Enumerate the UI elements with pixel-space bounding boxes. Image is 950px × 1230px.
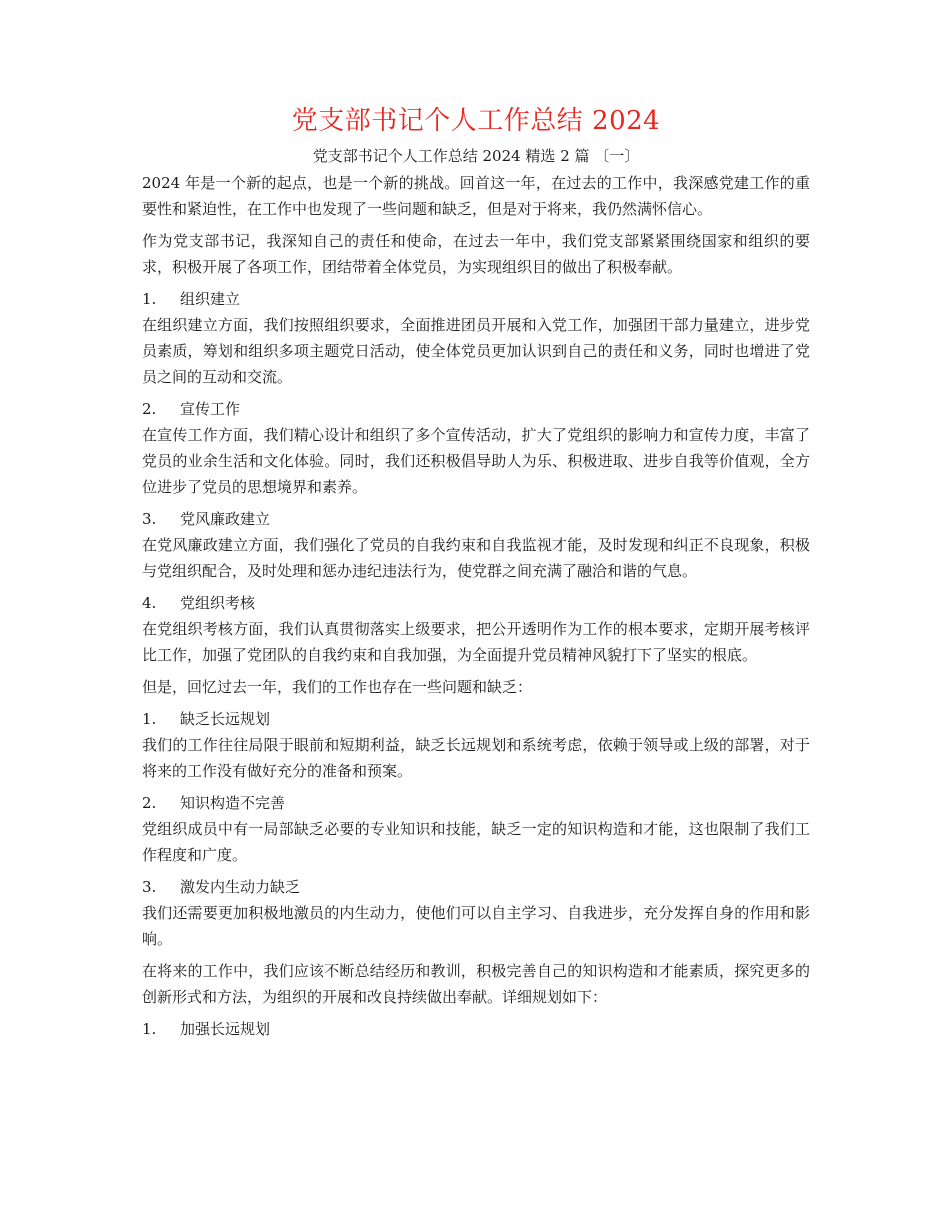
paragraph: 我们的工作往往局限于眼前和短期利益，缺乏长远规划和系统考虑，依赖于领导或上级的部署，对于将来的工作没有做好充分的准备和预案。 (142, 736, 810, 780)
paragraph: 在组织建立方面，我们按照组织要求，全面推进团员开展和入党工作，加强团干部力量建立，进步党员素质，筹划和组织多项主题党日活动，使全体党员更加认识到自己的责任和义务，同时也增进了党员之间的互动和交流。 (142, 316, 810, 386)
section-number: 1. (142, 1020, 157, 1038)
section-heading-text: 组织建立 (180, 290, 241, 308)
section-number: 4. (142, 594, 157, 612)
paragraph: 我们还需要更加积极地激员的内生动力，使他们可以自主学习、自我进步，充分发挥自身的作用和影响。 (142, 904, 810, 948)
section-heading-text: 宣传工作 (180, 400, 241, 418)
section-heading (142, 286, 810, 312)
document-page (142, 100, 810, 1042)
section-heading (142, 706, 810, 732)
section-number: 2. (142, 400, 157, 418)
section-heading-text: 知识构造不完善 (180, 794, 286, 812)
section-heading-text: 加强长远规划 (180, 1020, 271, 1038)
paragraph: 作为党支部书记，我深知自己的责任和使命，在过去一年中，我们党支部紧紧围绕国家和组织的要求，积极开展了各项工作，团结带着全体党员，为实现组织目的做出了积极奉献。 (142, 232, 810, 276)
paragraph: 但是，回忆过去一年，我们的工作也存在一些问题和缺乏： (142, 678, 533, 696)
paragraph: 在党组织考核方面，我们认真贯彻落实上级要求，把公开透明作为工作的根本要求，定期开展考核评比工作，加强了党团队的自我约束和自我加强，为全面提升党员精神风貌打下了坚实的根底。 (142, 620, 810, 664)
section-heading-text: 党组织考核 (180, 594, 256, 612)
section-number: 3. (142, 878, 157, 896)
paragraph: 2024 年是一个新的起点，也是一个新的挑战。回首这一年，在过去的工作中，我深感党建工作的重要性和紧迫性，在工作中也发现了一些问题和缺乏，但是对于将来，我仍然满怀信心。 (142, 174, 810, 218)
section-heading (142, 396, 810, 422)
section-heading-text: 缺乏长远规划 (180, 710, 271, 728)
section-number: 2. (142, 794, 157, 812)
section-number: 1. (142, 710, 157, 728)
section-heading (142, 506, 810, 532)
section-heading (142, 874, 810, 900)
section-heading-text: 激发内生动力缺乏 (180, 878, 301, 896)
document-body (142, 170, 810, 1042)
section-heading (142, 590, 810, 616)
paragraph: 在宣传工作方面，我们精心设计和组织了多个宣传活动，扩大了党组织的影响力和宣传力度，丰富了党员的业余生活和文化体验。同时，我们还积极倡导助人为乐、积极进取、进步自我等价值观，全方位进步了党员的思想境界和素养。 (142, 426, 810, 496)
section-heading (142, 790, 810, 816)
paragraph: 在党风廉政建立方面，我们强化了党员的自我约束和自我监视才能，及时发现和纠正不良现象，积极与党组织配合，及时处理和惩办违纪违法行为，使党群之间充满了融洽和谐的气息。 (142, 536, 810, 580)
document-title: 党支部书记个人工作总结 2024 (291, 106, 661, 136)
section-number: 3. (142, 510, 157, 528)
document-subtitle: 党支部书记个人工作总结 2024 精选 2 篇 〔一〕 (312, 147, 640, 165)
section-heading (142, 1016, 810, 1042)
section-heading-text: 党风廉政建立 (180, 510, 271, 528)
section-number: 1. (142, 290, 157, 308)
paragraph: 党组织成员中有一局部缺乏必要的专业知识和技能，缺乏一定的知识构造和才能，这也限制了我们工作程度和广度。 (142, 820, 810, 864)
paragraph: 在将来的工作中，我们应该不断总结经历和教训，积极完善自己的知识构造和才能素质，探究更多的创新形式和方法，为组织的开展和改良持续做出奉献。详细规划如下： (142, 962, 810, 1006)
